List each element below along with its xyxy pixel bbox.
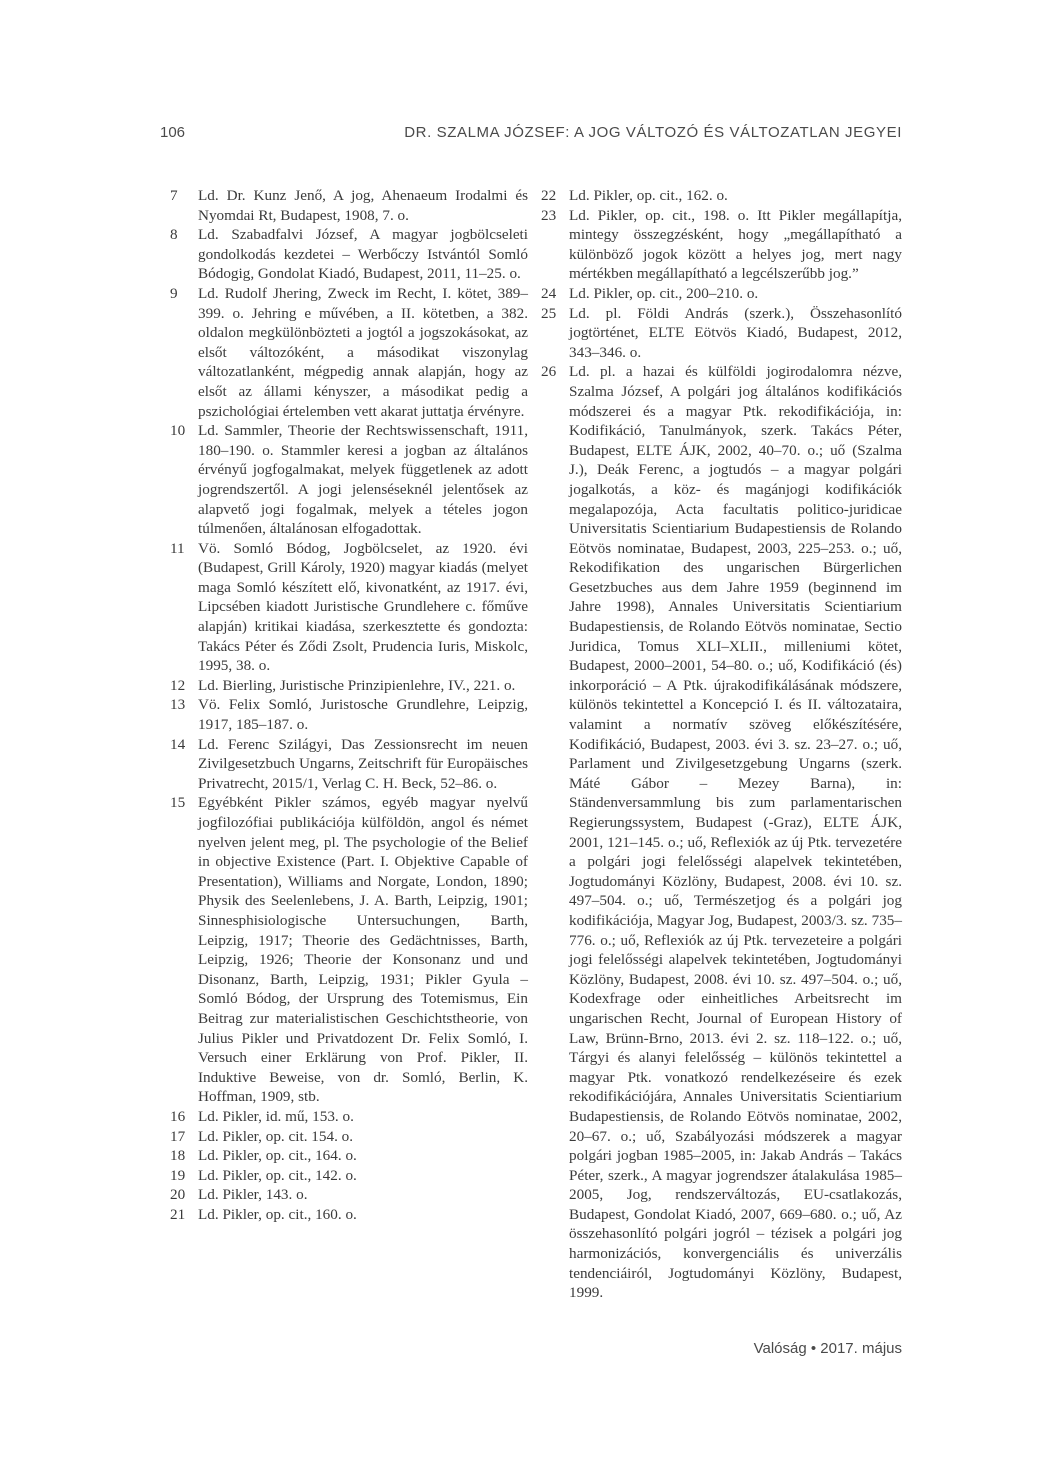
footnote-number: 13 xyxy=(170,696,186,714)
footnote-text: Ld. Pikler, 143. o. xyxy=(198,1186,308,1204)
footnote xyxy=(170,1107,528,1127)
footnote-number: 17 xyxy=(170,1127,186,1145)
footnote-text: Ld. Bierling, Juristische Prinzipienlehre, IV., 221. o. xyxy=(198,676,516,694)
footnote xyxy=(170,1127,528,1147)
footnote-number: 24 xyxy=(541,284,557,302)
footnote-text: Ld. pl. Földi András (szerk.), Összehasonlító jogtörténet, ELTE Eötvös Kiadó, Budapest, 2012, 343–346. o. xyxy=(569,304,902,361)
footnote-text: Ld. Pikler, op. cit. 154. o. xyxy=(198,1127,354,1145)
footnotes-left-column xyxy=(170,186,528,1224)
footnote-text: Vö. Somló Bódog, Jogbölcselet, az 1920. évi (Budapest, Grill Károly, 1920) magyar kiadás (melyet maga Somló készített elő, kivonatként, az 1917. évi, Lipcsében kiadott Juristische Grundlehere c. főműve alapján) kritikai kiadása, szerkesztette és gondozta: Takács Péter és Ződi Zsolt, Prudencia Iuris, Miskolc, 1995, 38. o. xyxy=(198,539,528,675)
footnote-text: Ld. Rudolf Jhering, Zweck im Recht, I. kötet, 389–399. o. Jehring e művében, a II. kötetben, a 382. oldalon megkülönbözteti a jogtól a jogszokásokat, az elsőt változóként, a másodikat viszonylag változatlanként, mégpedig annak alapján, hogy az elsőt az állami kényszer, a másodikat pedig a pszichológiai értelemben vett akarat juttatja érvényre. xyxy=(198,284,528,420)
footnote xyxy=(541,284,902,304)
page-header xyxy=(160,124,902,146)
footnote-number: 23 xyxy=(541,206,557,224)
footnote xyxy=(170,1205,528,1225)
page-number: 106 xyxy=(160,124,186,141)
footnote-text: Ld. Dr. Kunz Jenő, A jog, Ahenaeum Irodalmi és Nyomdai Rt, Budapest, 1908, 7. o. xyxy=(198,187,528,224)
footnote-text: Ld. Pikler, id. mű, 153. o. xyxy=(198,1107,354,1125)
footnote-number: 19 xyxy=(170,1166,186,1184)
footnotes-right-column xyxy=(541,186,902,1303)
footnote xyxy=(170,1146,528,1166)
footnote-text: Ld. pl. a hazai és külföldi jogirodalomra nézve, Szalma József, A polgári jog általános kodifikációs módszerei és a magyar Ptk. rekodifikációja, in: Kodifikáció, Tanulmányok, szerk. Takács Péter, Budapest, ELTE ÁJK, 2002, 40–70. o.; uő (Szalma J.), Deák Ferenc, a jogtudós – a magyar polgári jogalkotás, a köz- és magánjogi kodifikációk megalapozója, Acta facultatis politico-juridicae Universitatis Scientiarium Budapestiensis de Rolando Eötvös nominatae, Budapest, 2003, 225–253. o.; uő, Rekodifikation des ungarischen Bürgerlichen Gesetzbuches aus dem Jahre 1959 (beginnend im Jahre 1998), Annales Universitatis Scientiarium Budapestiensis, de Rolando Eötvös nominatae, Sectio Juridica, Tomus XLI–XLII., milleniumi kötet, Budapest, 2000–2001, 54–80. o.; uő, Kodifikáció (és) inkorporáció – A Ptk. újrakodifikálásának módszere, különös tekintettel a Koncepció I. és II. változataira, valamint a normatív szöveg előkészítésére, Kodifikáció, Budapest, 2003. évi 3. sz. 23–27. o.; uő, Parlament und Zivilgesetzgebung Ungarns (szerk. Máté Gábor – Mezey Barna), in: Ständenversammlung bis zum parlamentarischen Regierungssystem, Budapest (-Graz), ELTE ÁJK, 2001, 121–145. o.; uő, Reflexiók az új Ptk. tervezetére a polgári jogi felelősségi alapelvek tekintetében, Jogtudományi Közlöny, Budapest, 2008. évi 10. sz. 497–504. o.; uő, Természetjog és a polgári jog kodifikációja, Magyar Jog, Budapest, 2003/3. sz. 735–776. o.; uő, Reflexiók az új Ptk. tervezeteire a polgári jogi felelősségi alapelvek tekintetében, Jogtudományi Közlöny, Budapest, 2008. évi 10. sz. 497–504. o.; uő, Kodexfrage oder einheitliches Arbeitsrecht im ungarischen Recht, Journal of European History of Law, Brünn-Brno, 2013. évi 2. sz. 118–122. o.; uő, Tárgyi és alanyi felelősség – különös tekintettel a magyar Ptk. vonatkozó rendelkezéseire és ezek rekodifikációjára, Annales Universitatis Scientiarium Budapestiensis, de Rolando Eötvös nominatae, 2002, 20–67. o.; uő, Szabályozási módszerek a magyar polgári jogban 1985–2005, in: Jakab András – Takács Péter, szerk., A magyar jogrendszer átalakulása 1985–2005, Jog, rendszerváltozás, EU-csatlakozás, Budapest, Gondolat Kiadó, 2007, 669–680. o.; uő, Az összehasonlító polgári jogról – tézisek a polgári jog harmonizációs, konvergenciális és univerzális tendenciáiról, Jogtudományi Közlöny, Budapest, 1999. xyxy=(569,363,902,1302)
page-footer: Valóság • 2017. május xyxy=(753,1340,902,1357)
footnote xyxy=(541,304,902,363)
footnote-text: Ld. Ferenc Szilágyi, Das Zessionsrecht im neuen Zivilgesetzbuch Ungarns, Zeitschrift für Europäisches Privatrecht, 2015/1, Verlag C. H. Beck, 52–86. o. xyxy=(198,735,528,792)
footnote xyxy=(541,186,902,206)
footnote-text: Ld. Pikler, op. cit., 164. o. xyxy=(198,1147,357,1165)
footnote-number: 8 xyxy=(170,226,178,244)
footnote-number: 25 xyxy=(541,304,557,322)
footnote-number: 11 xyxy=(170,539,185,557)
footnote-number: 10 xyxy=(170,422,186,440)
footnote-text: Ld. Pikler, op. cit., 142. o. xyxy=(198,1166,357,1184)
footnote xyxy=(170,1166,528,1186)
footnote-number: 18 xyxy=(170,1147,186,1165)
footnote-number: 16 xyxy=(170,1107,186,1125)
footnote xyxy=(170,284,528,421)
footnote xyxy=(170,539,528,676)
running-title: DR. SZALMA JÓZSEF: A JOG VÁLTOZÓ ÉS VÁLTOZATLAN JEGYEI xyxy=(404,124,902,141)
footnote-number: 22 xyxy=(541,187,557,204)
footnote-number: 26 xyxy=(541,363,557,381)
footnote-number: 20 xyxy=(170,1186,186,1204)
footnote-number: 21 xyxy=(170,1205,186,1223)
footnote xyxy=(170,735,528,794)
footnote-text: Ld. Szabadfalvi József, A magyar jogbölcseleti gondolkodás kezdetei – Werbőczy Istvántól Somló Bódogig, Gondolat Kiadó, Budapest, 2011, 11–25. o. xyxy=(198,226,528,283)
footnote-text: Ld. Pikler, op. cit., 198. o. Itt Pikler megállapítja, mintegy összegzésként, hogy „megállapítható a különböző jogok között a helyes jog, mert nagy mértékben megállapítható a legcélszerűbb jog.” xyxy=(569,206,902,283)
footnote-number: 14 xyxy=(170,735,186,753)
footnote xyxy=(170,421,528,539)
footnote xyxy=(541,362,902,1303)
footnote-text: Ld. Sammler, Theorie der Rechtswissenschaft, 1911, 180–190. o. Stammler keresi a jogban az általános érvényű jogfogalmakat, melyek függetlenek az adott jogrendszertől. A jogi jelenséseknél jelentősek az alapvető jogi fogalmak, melyek a tételes jogon túlmenően, általánosan elfogadottak. xyxy=(198,422,528,538)
footnote-text: Ld. Pikler, op. cit., 162. o. xyxy=(569,187,728,204)
footnote-text: Ld. Pikler, op. cit., 200–210. o. xyxy=(569,284,759,302)
footnote-text: Vö. Felix Somló, Juristosche Grundlehre, Leipzig, 1917, 185–187. o. xyxy=(198,696,528,734)
footnote-number: 7 xyxy=(170,187,178,204)
footnote xyxy=(541,206,902,284)
footnote xyxy=(170,186,528,225)
footnote xyxy=(170,793,528,1107)
footnote xyxy=(170,1185,528,1205)
footnote-number: 9 xyxy=(170,284,178,302)
footnote xyxy=(170,695,528,734)
footnote-number: 15 xyxy=(170,794,186,812)
footnote xyxy=(170,225,528,284)
footnote xyxy=(170,676,528,696)
footnote-number: 12 xyxy=(170,676,186,694)
footnote-text: Ld. Pikler, op. cit., 160. o. xyxy=(198,1205,357,1223)
footnote-text: Egyébként Pikler számos, egyéb magyar nyelvű jogfilozófiai publikációja külföldön, angol és német nyelven jelent meg, pl. The psychologie of the Belief in objective Existence (Part. I. Objektive Capable of Presentation), Williams and Norgate, London, 1890; Physik des Seelenlebens, J. A. Barth, Leipzig, 1901; Sinnesphisiologische Untersuchungen, Barth, Leipzig, 1917; Theorie des Gedächtnisses, Barth, Leipzig, 1926; Theorie der Konsonanz und und Disonanz, Barth, Leipzig, 1931; Pikler Gyula – Somló Bódog, der Ursprung des Totemismus, Ein Beitrag zur materialistischen Geschichtstheorie, von Julius Pikler und Privatdozent Dr. Felix Somló, I. Versuch einer Erklärung von Prof. Pikler, II. Induktive Beweise, von dr. Somló, Berlin, K. Hoffman, 1909, stb. xyxy=(198,794,528,1106)
